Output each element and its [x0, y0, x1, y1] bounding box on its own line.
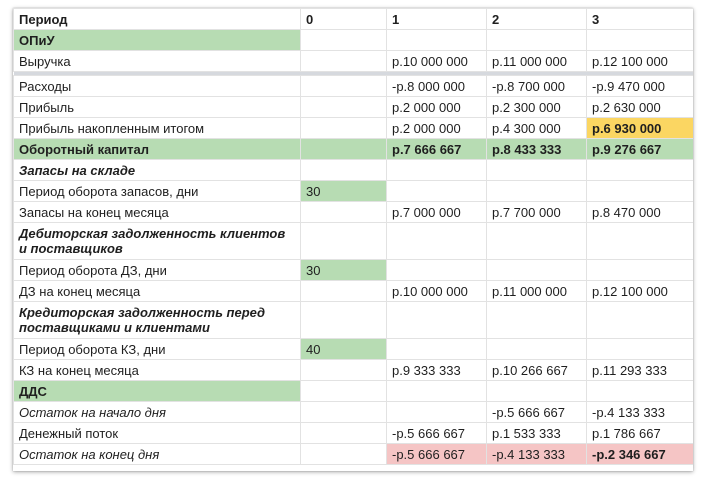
cell[interactable]	[387, 30, 487, 51]
section-row-opiu	[14, 30, 694, 51]
table-row-cash-end	[14, 444, 694, 465]
negative-cell[interactable]: -р.4 133 333	[487, 444, 587, 465]
table-row-stock-period	[14, 181, 694, 202]
cell[interactable]: р.10 000 000	[387, 51, 487, 72]
table-row-profit-cumulative	[14, 118, 694, 139]
row-label-stock-period[interactable]: Период оборота запасов, дни	[14, 181, 301, 202]
input-cell[interactable]: 30	[301, 181, 387, 202]
row-label-ap-period[interactable]: Период оборота КЗ, дни	[14, 339, 301, 360]
table-row-profit	[14, 97, 694, 118]
cell[interactable]: р.1 533 333	[487, 423, 587, 444]
cell[interactable]: р.9 333 333	[387, 360, 487, 381]
cell[interactable]: р.2 630 000	[587, 97, 694, 118]
cell[interactable]: р.9 276 667	[587, 139, 694, 160]
spreadsheet	[13, 8, 693, 471]
cell[interactable]: р.1 786 667	[587, 423, 694, 444]
cell[interactable]	[301, 223, 387, 260]
cell[interactable]	[387, 260, 487, 281]
subsection-stock[interactable]: Запасы на складе	[14, 160, 301, 181]
cell[interactable]	[387, 160, 487, 181]
cell[interactable]	[587, 260, 694, 281]
table-row-expenses	[14, 76, 694, 97]
cell[interactable]: -р.4 133 333	[587, 402, 694, 423]
table-row-ar-period	[14, 260, 694, 281]
cell[interactable]: р.12 100 000	[587, 281, 694, 302]
cell[interactable]: р.8 470 000	[587, 202, 694, 223]
cell[interactable]	[487, 223, 587, 260]
cell[interactable]	[387, 223, 487, 260]
cell[interactable]	[301, 118, 387, 139]
row-label-working-capital[interactable]: Оборотный капитал	[14, 139, 301, 160]
cell[interactable]	[487, 302, 587, 339]
table-row-ar-end	[14, 281, 694, 302]
cell[interactable]	[587, 381, 694, 402]
spreadsheet-grid	[13, 8, 693, 465]
cell[interactable]	[487, 260, 587, 281]
cell[interactable]: -р.9 470 000	[587, 76, 694, 97]
cell[interactable]: р.2 000 000	[387, 118, 487, 139]
table-row-cash-start	[14, 402, 694, 423]
row-label-cash-flow[interactable]: Денежный поток	[14, 423, 301, 444]
cell[interactable]: р.11 293 333	[587, 360, 694, 381]
cell[interactable]: р.8 433 333	[487, 139, 587, 160]
cell[interactable]: р.7 666 667	[387, 139, 487, 160]
cell[interactable]	[387, 339, 487, 360]
row-label-profit-cumulative[interactable]: Прибыль накопленным итогом	[14, 118, 301, 139]
cell[interactable]	[587, 160, 694, 181]
cell[interactable]	[387, 381, 487, 402]
section-dds[interactable]: ДДС	[14, 381, 301, 402]
cell[interactable]	[487, 30, 587, 51]
cell[interactable]	[301, 302, 387, 339]
cell[interactable]	[301, 97, 387, 118]
input-cell[interactable]: 40	[301, 339, 387, 360]
cell[interactable]: р.11 000 000	[487, 51, 587, 72]
cell[interactable]	[301, 381, 387, 402]
cell[interactable]	[587, 30, 694, 51]
cell[interactable]: -р.8 700 000	[487, 76, 587, 97]
highlighted-cell[interactable]: р.6 930 000	[587, 118, 694, 139]
cell[interactable]: р.7 000 000	[387, 202, 487, 223]
cell[interactable]: -р.8 000 000	[387, 76, 487, 97]
row-label-stock-end[interactable]: Запасы на конец месяца	[14, 202, 301, 223]
subsection-ar[interactable]: Дебиторская задолженность клиентов и поставщиков	[14, 223, 301, 260]
cell[interactable]	[301, 281, 387, 302]
row-label-cash-end[interactable]: Остаток на конец дня	[14, 444, 301, 465]
row-label-expenses[interactable]: Расходы	[14, 76, 301, 97]
subsection-row-ap	[14, 302, 694, 339]
cell[interactable]: р.7 700 000	[487, 202, 587, 223]
cell[interactable]	[487, 160, 587, 181]
row-label-ar-end[interactable]: ДЗ на конец месяца	[14, 281, 301, 302]
section-opiu[interactable]: ОПиУ	[14, 30, 301, 51]
cell[interactable]: р.2 000 000	[387, 97, 487, 118]
table-row-revenue	[14, 51, 694, 72]
table-row-stock-end	[14, 202, 694, 223]
cell[interactable]	[301, 423, 387, 444]
cell[interactable]	[487, 381, 587, 402]
subsection-ap[interactable]: Кредиторская задолженность перед поставщиками и клиентами	[14, 302, 301, 339]
subsection-row-ar	[14, 223, 694, 260]
cell[interactable]	[301, 444, 387, 465]
header-period[interactable]: Период	[14, 9, 301, 30]
table-row-working-capital	[14, 139, 694, 160]
row-label-ar-period[interactable]: Период оборота ДЗ, дни	[14, 260, 301, 281]
cell[interactable]	[301, 30, 387, 51]
cell[interactable]	[301, 160, 387, 181]
negative-cell[interactable]: -р.5 666 667	[387, 444, 487, 465]
cell[interactable]: р.11 000 000	[487, 281, 587, 302]
cell[interactable]	[301, 402, 387, 423]
table-row-ap-period	[14, 339, 694, 360]
header-row	[14, 9, 694, 30]
row-label-revenue[interactable]: Выручка	[14, 51, 301, 72]
row-label-ap-end[interactable]: КЗ на конец месяца	[14, 360, 301, 381]
table-row-ap-end	[14, 360, 694, 381]
cell[interactable]: р.10 266 667	[487, 360, 587, 381]
cell[interactable]	[301, 76, 387, 97]
cell[interactable]	[301, 51, 387, 72]
input-cell[interactable]: 30	[301, 260, 387, 281]
header-col-2[interactable]: 2	[487, 9, 587, 30]
table-row-cash-flow	[14, 423, 694, 444]
row-label-cash-start[interactable]: Остаток на начало дня	[14, 402, 301, 423]
negative-cell[interactable]: -р.2 346 667	[587, 444, 694, 465]
cell[interactable]	[487, 181, 587, 202]
cell[interactable]: -р.5 666 667	[387, 423, 487, 444]
subsection-row-stock	[14, 160, 694, 181]
cell[interactable]	[587, 223, 694, 260]
section-row-dds	[14, 381, 694, 402]
cell[interactable]	[301, 360, 387, 381]
row-label-profit[interactable]: Прибыль	[14, 97, 301, 118]
cell[interactable]	[301, 139, 387, 160]
cell[interactable]	[587, 302, 694, 339]
cell[interactable]	[487, 339, 587, 360]
cell[interactable]	[387, 402, 487, 423]
header-col-3[interactable]: 3	[587, 9, 694, 30]
cell[interactable]: р.12 100 000	[587, 51, 694, 72]
cell[interactable]: р.4 300 000	[487, 118, 587, 139]
header-col-1[interactable]: 1	[387, 9, 487, 30]
cell[interactable]: -р.5 666 667	[487, 402, 587, 423]
cell[interactable]	[387, 181, 487, 202]
header-col-0[interactable]: 0	[301, 9, 387, 30]
cell[interactable]: р.2 300 000	[487, 97, 587, 118]
cell[interactable]	[587, 339, 694, 360]
cell[interactable]	[587, 181, 694, 202]
cell[interactable]	[301, 202, 387, 223]
cell[interactable]: р.10 000 000	[387, 281, 487, 302]
cell[interactable]	[387, 302, 487, 339]
